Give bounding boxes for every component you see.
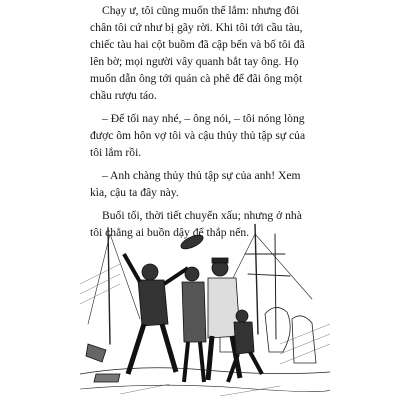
body-text [90, 2, 312, 247]
paragraph-2: – Để tối nay nhé, – ông nói, – tôi nóng lòng được ôm hôn vợ tôi và cậu thủy thủ tập sự của tôi lắm rồi. [90, 112, 306, 159]
engraving-illustration [80, 224, 330, 400]
paragraph-4: Buổi tối, thời tiết chuyển xấu; nhưng ở nhà tôi chẳng ai buồn dậy để thắp nến. [90, 209, 302, 239]
paragraph-3: – Anh chàng thủy thủ tập sự của anh! Xem kìa, cậu ta đây này. [90, 169, 301, 199]
paragraph-1: Chạy ư, tôi cũng muốn thế lắm: nhưng đôi chân tôi cứ như bị gãy rời. Khi tôi tới cầu tàu, chiếc tàu hai cột buồm đã cập bến và bố tôi đã lên bờ; mọi người vây quanh bắt tay ông. Họ muốn dẫn ông tới quán cà phê để đãi ông một chầu rượu táo. [90, 4, 305, 102]
